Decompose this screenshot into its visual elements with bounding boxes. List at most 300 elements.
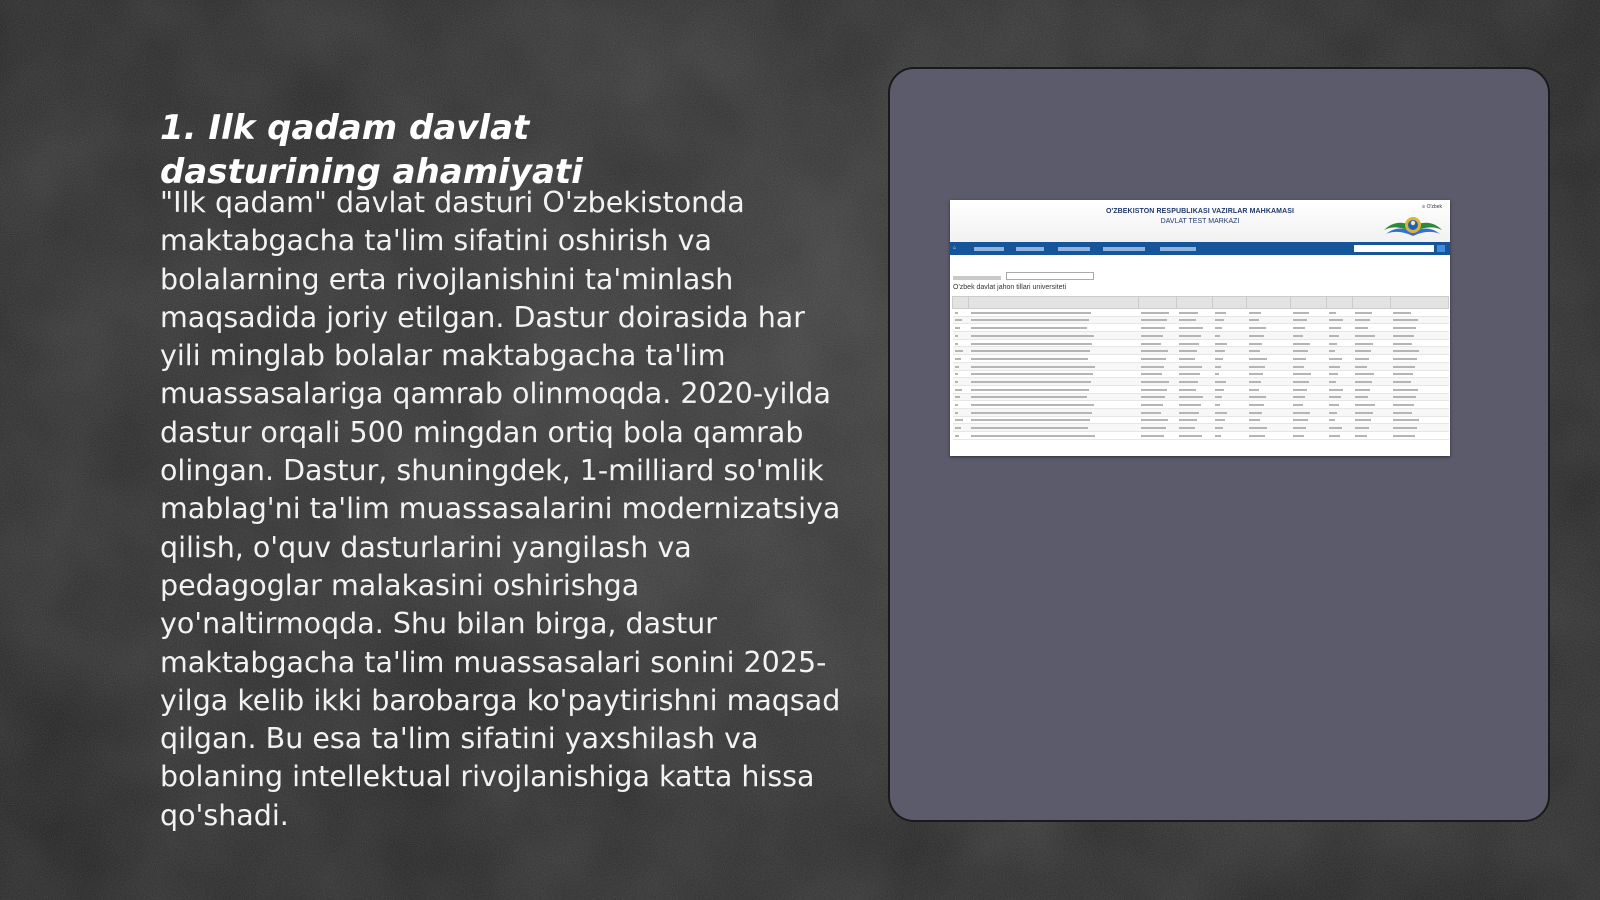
screenshot-table-cell [1327,324,1353,332]
illegible-text-placeholder [1141,343,1161,345]
screenshot-table-row [953,424,1449,432]
illegible-text-placeholder [1179,381,1198,383]
illegible-text-placeholder [1141,435,1164,437]
screenshot-table-cell [953,416,969,424]
illegible-text-placeholder [971,412,1092,414]
screenshot-nav-item [1016,247,1044,251]
screenshot-table-cell [1291,362,1327,370]
screenshot-table-cell [1139,393,1177,401]
illegible-text-placeholder [1393,366,1415,368]
illegible-text-placeholder [1355,389,1370,391]
illegible-text-placeholder [1179,373,1200,375]
illegible-text-placeholder [955,335,958,337]
screenshot-table-cell [1139,416,1177,424]
screenshot-table-cell [1391,424,1449,432]
screenshot-table-cell [969,355,1139,363]
illegible-text-placeholder [1141,327,1165,329]
illegible-text-placeholder [1215,404,1220,406]
illegible-text-placeholder [1329,343,1337,345]
illegible-text-placeholder [1329,404,1339,406]
illegible-text-placeholder [1355,435,1367,437]
illegible-text-placeholder [1179,412,1199,414]
screenshot-table-cell [1291,332,1327,340]
illegible-text-placeholder [1249,327,1266,329]
screenshot-table-cell [1247,424,1291,432]
screenshot-table-cell [1247,339,1291,347]
screenshot-table-row [953,370,1449,378]
illegible-text-placeholder [1215,419,1225,421]
screenshot-table-row [953,362,1449,370]
screenshot-table-cell [1291,401,1327,409]
screenshot-table-row [953,378,1449,386]
screenshot-table-cell [1177,347,1213,355]
illegible-text-placeholder [1215,312,1226,314]
screenshot-table-cell [1353,416,1391,424]
illegible-text-placeholder [955,404,958,406]
screenshot-table-cell [1353,378,1391,386]
illegible-text-placeholder [1249,319,1259,321]
screenshot-table-cell [1327,416,1353,424]
screenshot-table-cell [1139,370,1177,378]
illegible-text-placeholder [1179,404,1201,406]
screenshot-table-cell [953,316,969,324]
screenshot-table-row [953,432,1449,440]
screenshot-table-cell [953,332,969,340]
screenshot-table-cell [1391,339,1449,347]
screenshot-table-cell [1247,324,1291,332]
illegible-text-placeholder [1329,396,1341,398]
illegible-text-placeholder [1141,396,1165,398]
illegible-text-placeholder [1215,373,1219,375]
illegible-text-placeholder [971,404,1094,406]
screenshot-table-cell [1247,309,1291,317]
screenshot-nav-item [1160,247,1196,251]
illegible-text-placeholder [1141,404,1163,406]
screenshot-table-row [953,324,1449,332]
illegible-text-placeholder [1215,427,1223,429]
screenshot-table-cell [1291,347,1327,355]
screenshot-header-subtitle: DAVLAT TEST MARKAZI [1160,218,1240,225]
illegible-text-placeholder [971,396,1087,398]
illegible-text-placeholder [971,373,1093,375]
screenshot-table-cell [1247,370,1291,378]
illegible-text-placeholder [1393,381,1411,383]
illegible-text-placeholder [1141,312,1169,314]
screenshot-table-cell [1247,401,1291,409]
illegible-text-placeholder [1355,404,1375,406]
screenshot-table-cell [1213,316,1247,324]
screenshot-table-cell [1213,432,1247,440]
screenshot-table-cell [1139,385,1177,393]
screenshot-table-cell [953,324,969,332]
illegible-text-placeholder [1249,335,1264,337]
illegible-text-placeholder [1355,350,1371,352]
screenshot-table-cell [1247,385,1291,393]
screenshot-table-cell [1139,424,1177,432]
screenshot-table-cell [1139,332,1177,340]
illegible-text-placeholder [1393,327,1416,329]
screenshot-table-cell [1353,393,1391,401]
screenshot-table-cell [1139,355,1177,363]
screenshot-table-cell [1327,408,1353,416]
screenshot-nav-home-icon: ⌂ [953,245,957,251]
illegible-text-placeholder [1249,419,1260,421]
screenshot-table-cell [1353,339,1391,347]
illegible-text-placeholder [1355,327,1368,329]
illegible-text-placeholder [971,381,1091,383]
illegible-text-placeholder [1393,435,1415,437]
illegible-text-placeholder [971,389,1089,391]
screenshot-table-cell [969,324,1139,332]
screenshot-table-cell [1291,385,1327,393]
illegible-text-placeholder [1393,389,1418,391]
screenshot-table-cell [969,424,1139,432]
illegible-text-placeholder [1293,404,1303,406]
illegible-text-placeholder [971,350,1090,352]
illegible-text-placeholder [1215,412,1227,414]
illegible-text-placeholder [1329,389,1343,391]
screenshot-table-cell [1213,401,1247,409]
screenshot-table-cell [1213,309,1247,317]
illegible-text-placeholder [1179,389,1196,391]
illegible-text-placeholder [971,343,1092,345]
screenshot-header [950,200,1450,242]
screenshot-table-cell [1247,432,1291,440]
illegible-text-placeholder [1329,381,1336,383]
illegible-text-placeholder [1329,366,1340,368]
illegible-text-placeholder [1293,373,1311,375]
screenshot-table-cell [953,362,969,370]
screenshot-table-cell [1213,385,1247,393]
screenshot-table-cell [1327,355,1353,363]
illegible-text-placeholder [1293,435,1304,437]
screenshot-table-cell [1353,316,1391,324]
screenshot-table-cell [1291,424,1327,432]
screenshot-table-cell [1391,401,1449,409]
screenshot-table-cell [969,339,1139,347]
screenshot-table [952,296,1449,440]
illegible-text-placeholder [1329,335,1339,337]
screenshot-table-cell [1353,362,1391,370]
illegible-text-placeholder [955,381,958,383]
illegible-text-placeholder [1293,419,1308,421]
screenshot-table-cell [1177,355,1213,363]
screenshot-table-cell [1177,339,1213,347]
illegible-text-placeholder [1293,358,1306,360]
screenshot-table-cell [953,378,969,386]
screenshot-table-cell [953,385,969,393]
slide-title: 1. Ilk qadam davlat dasturining ahamiyati [160,108,583,192]
illegible-text-placeholder [1293,366,1304,368]
illegible-text-placeholder [1215,358,1223,360]
screenshot-table-cell [1391,309,1449,317]
screenshot-filter-label [953,276,1001,280]
screenshot-table-cell [1247,355,1291,363]
screenshot-table-cell [1291,309,1327,317]
screenshot-language-switch: ≡ O'zbek [1422,204,1442,210]
screenshot-table-cell [1213,393,1247,401]
screenshot-table-cell [1177,316,1213,324]
screenshot-table-cell [1177,393,1213,401]
illegible-text-placeholder [1355,312,1372,314]
screenshot-table-cell [1177,370,1213,378]
screenshot-table-cell [1353,324,1391,332]
illegible-text-placeholder [1249,343,1262,345]
illegible-text-placeholder [1393,343,1412,345]
illegible-text-placeholder [1141,427,1166,429]
screenshot-table-cell [1247,378,1291,386]
screenshot-table-cell [969,432,1139,440]
illegible-text-placeholder [1179,343,1199,345]
screenshot-table-cell [1177,309,1213,317]
screenshot-table-cell [1213,332,1247,340]
screenshot-table-cell [953,393,969,401]
screenshot-table-cell [1247,332,1291,340]
screenshot-table-cell [1391,408,1449,416]
illegible-text-placeholder [1329,412,1337,414]
illegible-text-placeholder [1249,312,1261,314]
screenshot-table-cell [1139,362,1177,370]
screenshot-table-cell [1247,416,1291,424]
illegible-text-placeholder [971,366,1095,368]
illegible-text-placeholder [955,373,958,375]
screenshot-table-cell [1213,324,1247,332]
screenshot-table-cell [953,370,969,378]
illegible-text-placeholder [1393,419,1419,421]
screenshot-table-cell [1327,370,1353,378]
screenshot-table-cell [1353,408,1391,416]
illegible-text-placeholder [1141,366,1164,368]
illegible-text-placeholder [1293,427,1306,429]
screenshot-table-row [953,355,1449,363]
illegible-text-placeholder [1141,412,1161,414]
screenshot-table-cell [1327,339,1353,347]
screenshot-table-cell [1139,408,1177,416]
screenshot-table-cell [1247,408,1291,416]
screenshot-table-cell [1291,339,1327,347]
screenshot-table-cell [1247,393,1291,401]
illegible-text-placeholder [1329,350,1335,352]
screenshot-nav-item [974,247,1004,251]
screenshot-table-row [953,309,1449,317]
screenshot-table-cell [1213,370,1247,378]
illegible-text-placeholder [1141,389,1167,391]
illegible-text-placeholder [1393,312,1411,314]
illegible-text-placeholder [1355,396,1368,398]
illegible-text-placeholder [1355,427,1369,429]
screenshot-search-button [1437,245,1445,252]
screenshot-table-cell [969,347,1139,355]
screenshot-table-cell [1139,378,1177,386]
screenshot-table-cell [1391,355,1449,363]
illegible-text-placeholder [1249,358,1267,360]
screenshot-table-cell [1139,401,1177,409]
illegible-text-placeholder [1393,335,1414,337]
screenshot-table-cell [1177,332,1213,340]
illegible-text-placeholder [955,319,962,321]
screenshot-table-cell [1391,393,1449,401]
screenshot-table-row [953,339,1449,347]
illegible-text-placeholder [955,419,963,421]
illegible-text-placeholder [1179,312,1198,314]
illegible-text-placeholder [1355,366,1367,368]
illegible-text-placeholder [1179,435,1202,437]
screenshot-table-cell [1247,316,1291,324]
screenshot-table-cell [1139,316,1177,324]
screenshot-table-row [953,408,1449,416]
embedded-website-screenshot [950,200,1450,456]
screenshot-table-cell [969,370,1139,378]
illegible-text-placeholder [1179,350,1197,352]
screenshot-table-cell [1177,362,1213,370]
illegible-text-placeholder [1329,419,1335,421]
illegible-text-placeholder [1141,373,1162,375]
illegible-text-placeholder [1393,350,1419,352]
illegible-text-placeholder [1249,412,1262,414]
screenshot-table-cell [1391,416,1449,424]
illegible-text-placeholder [1179,366,1202,368]
screenshot-table-cell [1353,309,1391,317]
illegible-text-placeholder [1215,396,1222,398]
screenshot-table-cell [1327,362,1353,370]
illegible-text-placeholder [1249,404,1264,406]
screenshot-header-title: O'ZBEKISTON RESPUBLIKASI VAZIRLAR MAHKAMASI [1105,208,1295,215]
screenshot-table-cell [1177,432,1213,440]
illegible-text-placeholder [1215,327,1222,329]
screenshot-table-cell [969,362,1139,370]
screenshot-table-cell [1391,378,1449,386]
screenshot-table-cell [969,378,1139,386]
screenshot-table-cell [1353,370,1391,378]
screenshot-table-cell [1177,385,1213,393]
screenshot-table-cell [1353,355,1391,363]
illegible-text-placeholder [971,435,1095,437]
screenshot-table-cell [1391,332,1449,340]
illegible-text-placeholder [1293,335,1303,337]
illegible-text-placeholder [1393,373,1413,375]
screenshot-table-cell [1353,424,1391,432]
screenshot-table-cell [1291,416,1327,424]
illegible-text-placeholder [955,312,958,314]
illegible-text-placeholder [1355,381,1372,383]
screenshot-table-cell [1291,408,1327,416]
screenshot-table-cell [1291,324,1327,332]
illegible-text-placeholder [1393,358,1417,360]
screenshot-table-cell [1327,401,1353,409]
illegible-text-placeholder [1215,435,1221,437]
screenshot-table-cell [1291,370,1327,378]
illegible-text-placeholder [1179,427,1195,429]
screenshot-table-cell [1213,416,1247,424]
screenshot-table-row [953,316,1449,324]
screenshot-table-cell [1391,316,1449,324]
illegible-text-placeholder [955,396,960,398]
screenshot-table-cell [1177,424,1213,432]
illegible-text-placeholder [1141,335,1163,337]
screenshot-table-row [953,393,1449,401]
illegible-text-placeholder [955,389,962,391]
illegible-text-placeholder [1355,412,1373,414]
screenshot-table-cell [969,332,1139,340]
screenshot-table-cell [969,416,1139,424]
screenshot-table-cell [1213,362,1247,370]
screenshot-table-cell [1291,378,1327,386]
screenshot-table-cell [1247,347,1291,355]
illegible-text-placeholder [1215,381,1226,383]
illegible-text-placeholder [1249,373,1263,375]
screenshot-table-cell [1213,347,1247,355]
screenshot-table-cell [1291,393,1327,401]
illegible-text-placeholder [1141,319,1167,321]
illegible-text-placeholder [1179,319,1196,321]
illegible-text-placeholder [1215,366,1221,368]
screenshot-table-cell [1353,385,1391,393]
screenshot-table-cell [1139,324,1177,332]
illegible-text-placeholder [1215,319,1224,321]
illegible-text-placeholder [1249,427,1267,429]
screenshot-table-cell [1391,347,1449,355]
illegible-text-placeholder [971,335,1094,337]
illegible-text-placeholder [971,419,1090,421]
screenshot-table-cell [1139,309,1177,317]
illegible-text-placeholder [1355,419,1371,421]
screenshot-table-cell [1391,362,1449,370]
screenshot-table-cell [1213,378,1247,386]
illegible-text-placeholder [971,327,1087,329]
screenshot-table-cell [953,355,969,363]
illegible-text-placeholder [1393,412,1412,414]
illegible-text-placeholder [1329,319,1343,321]
illegible-text-placeholder [955,358,961,360]
illegible-text-placeholder [1141,419,1168,421]
screenshot-nav-bar [950,242,1450,255]
illegible-text-placeholder [1249,366,1265,368]
illegible-text-placeholder [1293,312,1309,314]
illegible-text-placeholder [1329,358,1342,360]
illegible-text-placeholder [1293,396,1305,398]
screenshot-table-cell [1327,424,1353,432]
screenshot-table-row [953,385,1449,393]
screenshot-table-cell [1177,401,1213,409]
illegible-text-placeholder [955,412,958,414]
screenshot-table-cell [953,432,969,440]
illegible-text-placeholder [955,343,958,345]
screenshot-table-cell [1391,385,1449,393]
screenshot-table-cell [969,385,1139,393]
illegible-text-placeholder [1179,327,1203,329]
screenshot-table-cell [1139,432,1177,440]
screenshot-nav-item [1058,247,1090,251]
illegible-text-placeholder [1215,350,1225,352]
illegible-text-placeholder [1249,350,1260,352]
screenshot-table-cell [1291,432,1327,440]
screenshot-table-row [953,401,1449,409]
illegible-text-placeholder [1393,427,1417,429]
state-emblem-icon [1382,212,1444,240]
illegible-text-placeholder [1329,427,1342,429]
screenshot-table-cell [1139,339,1177,347]
illegible-text-placeholder [1293,389,1307,391]
screenshot-search-input [1354,245,1434,252]
slide-body-text: "Ilk qadam" davlat dasturi O'zbekistonda maktabgacha ta'lim sifatini oshirish va bolalarning erta rivojlanishini ta'minlash maqsadida joriy etilgan. Dastur doirasida har yili minglab bolalar maktabgacha ta'lim muassasalariga qamrab olinmoqda. 2020-yilda dastur orqali 500 mingdan ortiq bola qamrab olingan. Dastur, shuningdek, 1-milliard so'mlik mablag'ni ta'lim muassasalarini modernizatsiya qilish, o'quv dasturlarini yangilash va pedagoglar malakasini oshirishga yo'naltirmoqda. Shu bilan birga, dastur maktabgacha ta'lim muassasalari sonini 2025-yilga kelib ikki barobarga ko'paytirishni maqsad qilgan. Bu esa ta'lim sifatini yaxshilash va bolaning intellektual rivojlanishiga katta hissa qo'shadi. [160,186,841,832]
illegible-text-placeholder [1329,327,1341,329]
screenshot-table-cell [1247,362,1291,370]
screenshot-table-cell [1391,432,1449,440]
illegible-text-placeholder [1249,435,1265,437]
screenshot-table-cell [1177,408,1213,416]
illegible-text-placeholder [1355,335,1375,337]
screenshot-table-cell [953,408,969,416]
